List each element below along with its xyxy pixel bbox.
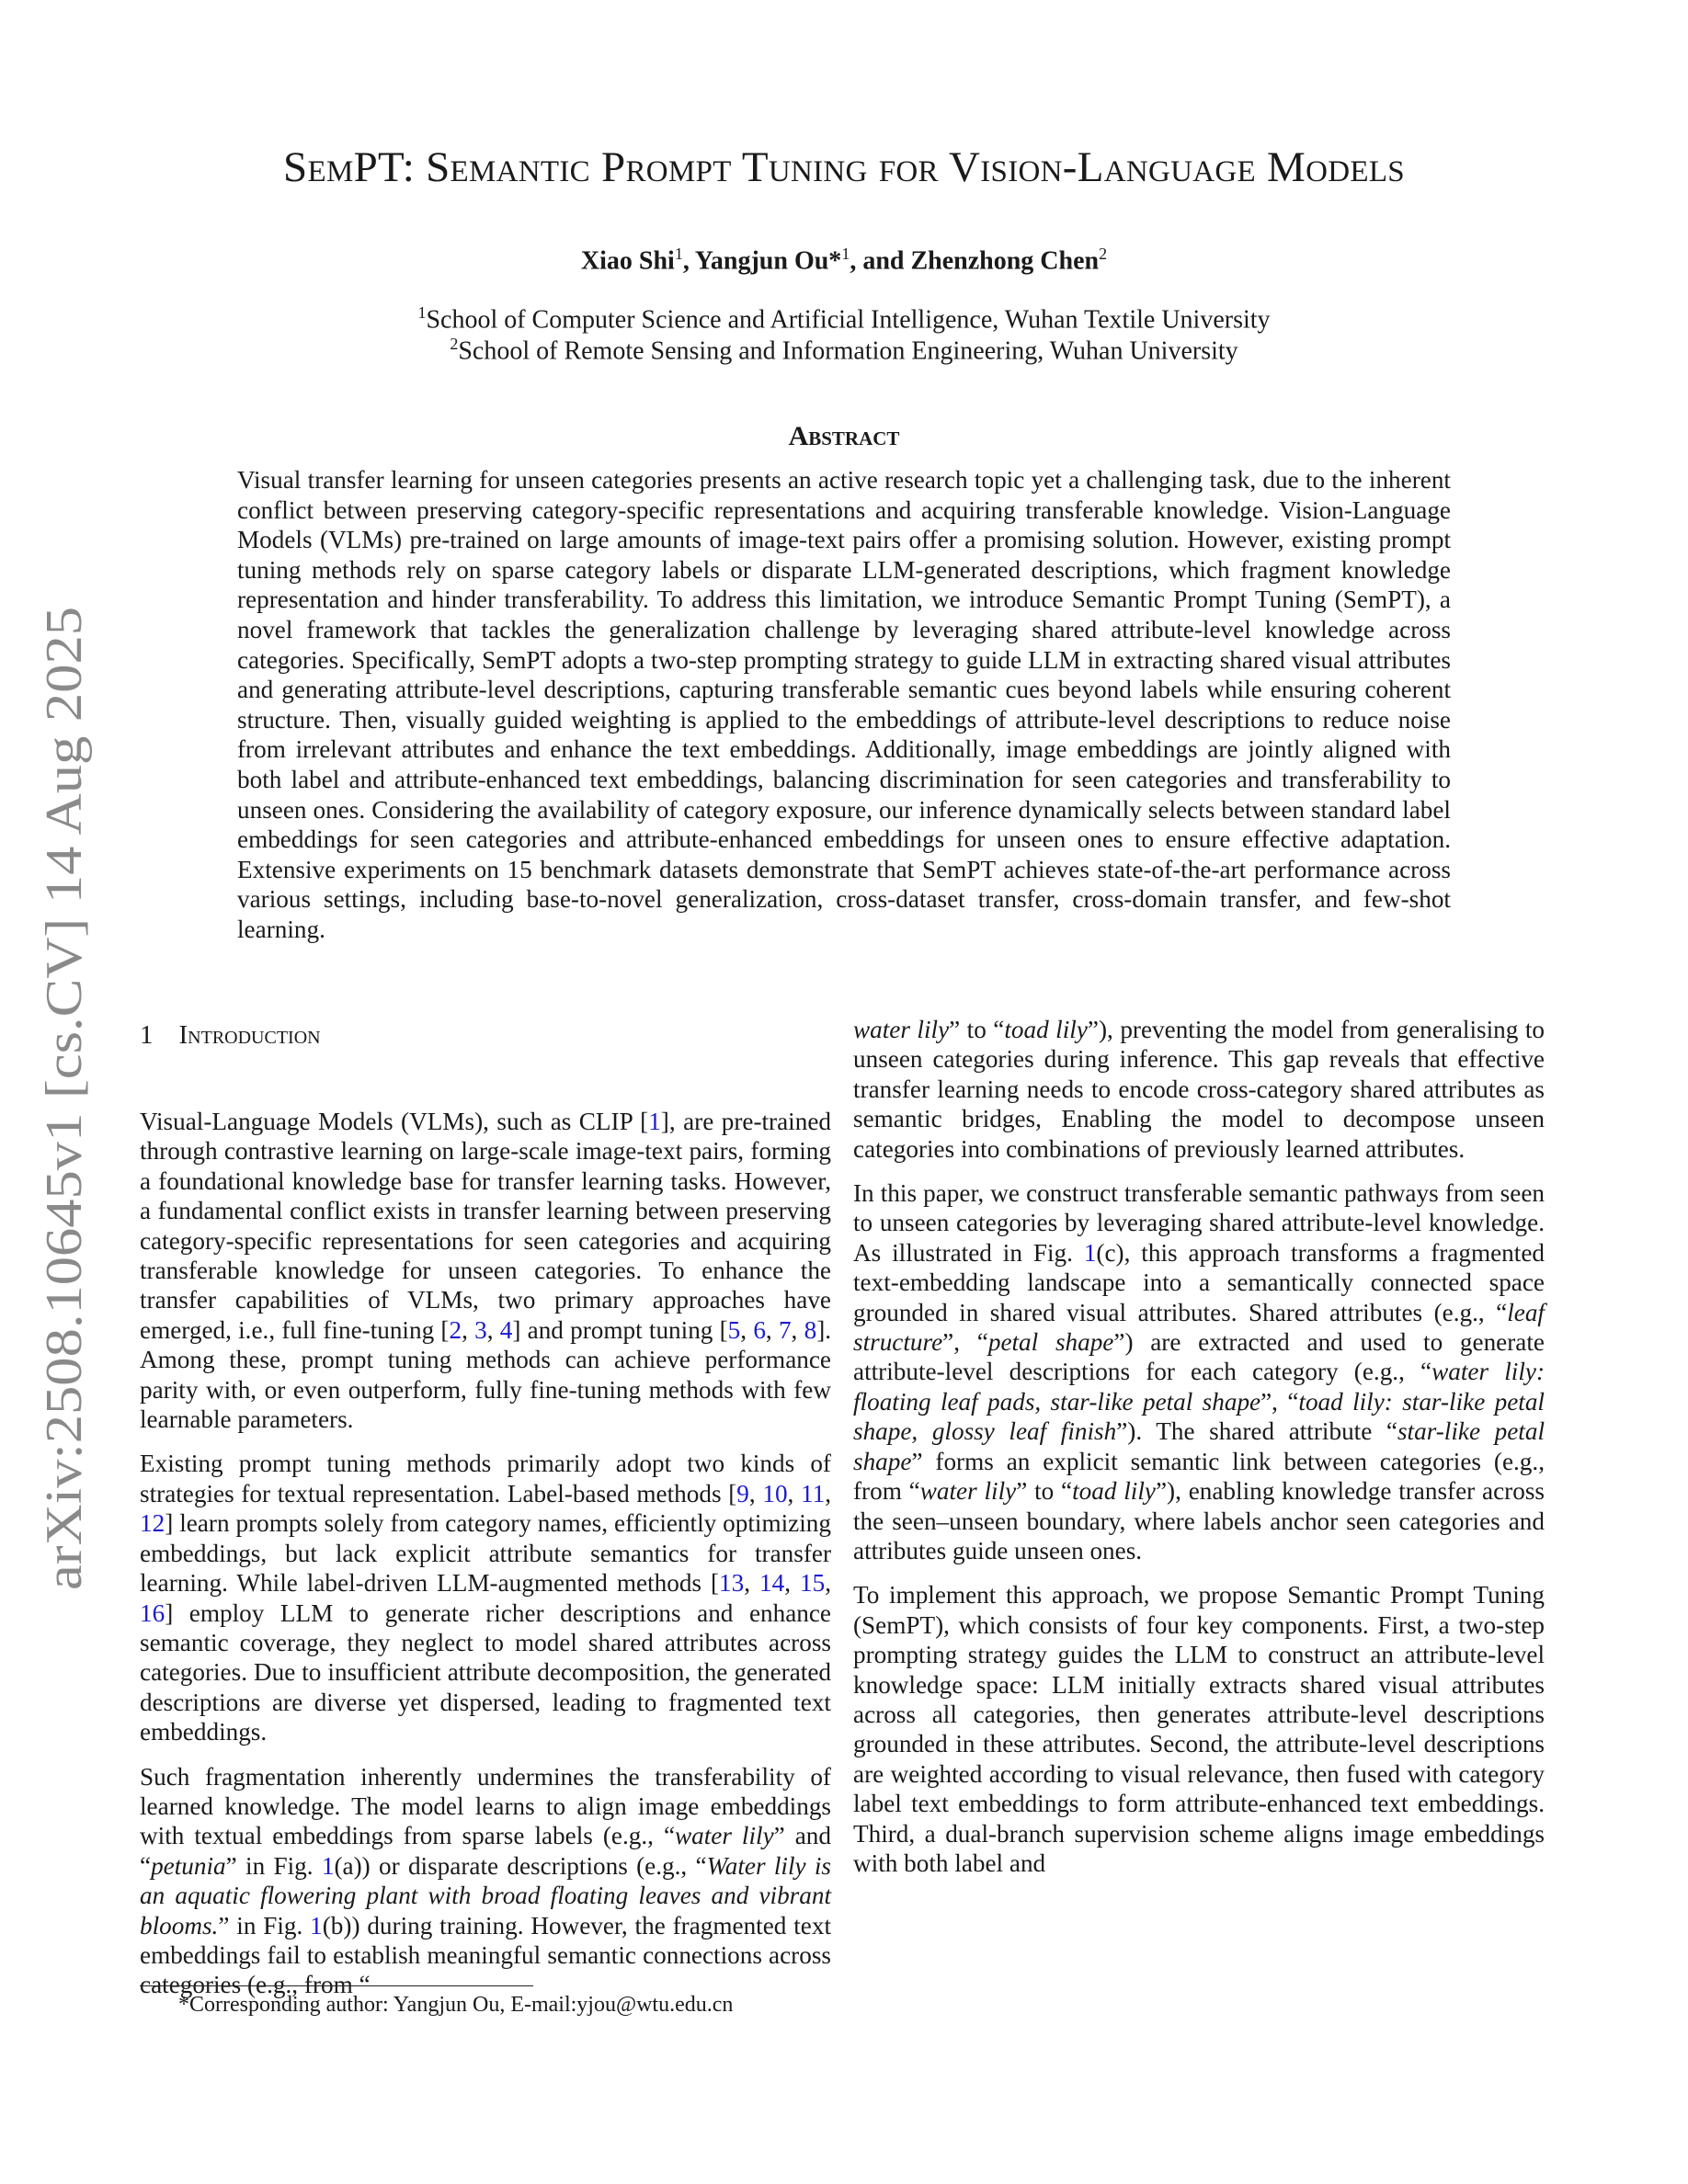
text-run: ], are pre-trained through contrastive learning on large-scale image-text pairs, forming a foundational knowledge base for transfer learning tasks. However, a fundamental conflict exists in transfer learning between preserving category-specific representations for seen categories and acquiring transferable knowledge for unseen categories. To enhance the transfer capabilities of VLMs, two primary approaches have emerged, i.e., full fine-tuning [ (140, 1108, 831, 1344)
text-run: (c), this approach transforms a fragmented text-embedding landscape into a semantically connected space grounded in shared visual attributes. Shared attributes (e.g., “ (853, 1238, 1545, 1326)
text-run: Visual-Language Models (VLMs), such as CLIP [ (140, 1108, 649, 1135)
italic-quote: toad lily: star-like petal shape, glossy leaf finish (853, 1387, 1545, 1446)
italic-term: petunia (151, 1851, 226, 1880)
italic-term: water lily (919, 1477, 1017, 1506)
italic-term: toad lily (1004, 1016, 1088, 1043)
right-column (853, 1015, 1545, 1893)
arxiv-id-text: arXiv:2508.10645v1 [cs.CV] 14 Aug 2025 (36, 709, 92, 1590)
citation-link[interactable]: 11 (801, 1479, 826, 1507)
italic-term: water lily (853, 1016, 950, 1043)
text-run: In this paper, we construct transferable semantic pathways from seen to unseen categories by leveraging shared attribute-level knowledge. As illustrated in Fig. (853, 1179, 1545, 1267)
text-run: ” forms an explicit semantic link between categories (e.g., from “ (853, 1447, 1545, 1506)
affiliation-text: School of Computer Science and Artificial Intelligence, Wuhan Textile University (426, 305, 1271, 335)
text-run: ” to “ (949, 1016, 1005, 1043)
figure-link[interactable]: 1 (321, 1851, 335, 1880)
author-affiliation-mark: 1 (674, 245, 683, 263)
italic-term: leaf structure (853, 1298, 1545, 1357)
author-name: Yangjun Ou* (694, 246, 842, 276)
text-run: ”), enabling knowledge transfer across the seen–unseen boundary, where labels anchor seen categories and attributes guide unseen ones. (853, 1477, 1545, 1564)
italic-quote: Water lily is an aquatic flowering plant with broad floating leaves and vibrant blooms. (140, 1851, 832, 1939)
text-run: ” in Fig. (225, 1851, 322, 1880)
citation-link[interactable]: 16 (140, 1598, 165, 1627)
citation-link[interactable]: 2 (449, 1315, 462, 1344)
text-run: ”, “ (942, 1328, 988, 1357)
citation-link[interactable]: 8 (804, 1315, 817, 1344)
paragraph (853, 1178, 1545, 1565)
arxiv-stamp-svg (9, 588, 92, 1599)
italic-term: star-like petal shape (853, 1417, 1545, 1475)
citation-link[interactable]: 1 (648, 1108, 661, 1135)
citation-link[interactable]: 7 (778, 1315, 792, 1344)
text-run: ” and “ (140, 1822, 831, 1880)
italic-term: toad lily (1072, 1477, 1156, 1506)
paragraph (853, 1015, 1545, 1164)
citation-link[interactable]: 14 (759, 1569, 785, 1598)
text-run: Existing prompt tuning methods primarily adopt two kinds of strategies for textual representation. Label-based methods [ (140, 1450, 831, 1507)
abstract-heading: Abstract (788, 421, 900, 451)
section-title: Introduction (178, 1020, 321, 1050)
citation-link[interactable]: 4 (499, 1315, 513, 1344)
text-run: (b)) during training. However, the fragmented text embeddings fail to establish meaningful semantic connections across categories (e.g., from “ (140, 1911, 831, 1999)
arxiv-identifier-stamp (9, 588, 92, 1599)
author-name: Xiao Shi (580, 246, 675, 276)
text-run: ] learn prompts solely from category names, efficiently optimizing embeddings, but lack explicit attribute semantics for transfer learning. While label-driven LLM-augmented methods [ (140, 1509, 831, 1598)
text-run: ”) are extracted and used to generate attribute-level descriptions for each category (e.g., “ (853, 1328, 1545, 1386)
italic-term: petal shape (987, 1328, 1114, 1357)
citation-link[interactable]: 6 (753, 1315, 766, 1344)
section-heading (140, 1020, 321, 1051)
text-run: ”, “ (1260, 1387, 1299, 1416)
citation-link[interactable]: 3 (474, 1315, 487, 1344)
author-affiliation-mark: 1 (841, 245, 850, 263)
author-name: Zhenzhong Chen (910, 246, 1100, 276)
paragraph: To implement this approach, we propose Semantic Prompt Tuning (SemPT), which consists of four key components. First, a two-step prompting strategy guides the LLM to construct an attribute-level knowledge space: LLM initially extracts shared visual attributes across all categories, then generates attribute-level descriptions grounded in these attributes. Second, the attribute-level descriptions are weighted according to visual relevance, then fused with category label text embeddings to form attribute-enhanced text embeddings. Third, a dual-branch supervision scheme aligns image embeddings with both label and (853, 1581, 1545, 1877)
paragraph (140, 1762, 831, 2000)
footnote: *Corresponding author: Yangjun Ou, E-mail:yjou@wtu.edu.cn (178, 1993, 734, 2017)
text-run: ] employ LLM to generate richer descriptions and enhance semantic coverage, they neglect to model shared attributes across categories. Due to insufficient attribute decomposition, the generated descriptions are diverse yet dispersed, leading to fragmented text embeddings. (140, 1598, 831, 1746)
author-separator: , (682, 246, 695, 276)
figure-link[interactable]: 1 (1083, 1238, 1097, 1267)
paragraph: Existing prompt tuning methods primarily adopt two kinds of strategies for textual representation. Label-based methods [9, 10, 11, 12] learn prompts solely from category names, efficiently optimizing embeddings, but lack explicit attribute semantics for transfer learning. While label-driven LLM-augmented methods [13, 14, 15, 16] employ LLM to generate richer descriptions and enhance semantic coverage, they neglect to model shared attributes across categories. Due to insufficient attribute decomposition, the generated descriptions are diverse yet dispersed, leading to fragmented text embeddings. (140, 1450, 832, 1746)
affiliation-text: School of Remote Sensing and Information Engineering, Wuhan University (458, 336, 1238, 366)
text-run: ”), preventing the model from generalising to unseen categories during inference. This gap reveals that effective transfer learning needs to encode cross-category shared attributes as semantic bridges, Enabling the model to decompose unseen categories into combinations of previously learned attributes. (853, 1016, 1545, 1163)
paragraph: Visual-Language Models (VLMs), such as CLIP [1], are pre-trained through contrastive learning on large-scale image-text pairs, forming a foundational knowledge base for transfer learning tasks. However, a fundamental conflict exists in transfer learning between preserving category-specific representations for seen categories and acquiring transferable knowledge for unseen categories. To enhance the transfer capabilities of VLMs, two primary approaches have emerged, i.e., full fine-tuning [2, 3, 4] and prompt tuning [5, 6, 7, 8]. Among these, prompt tuning methods can achieve performance parity with, or even outperform, fully fine-tuning methods with few learnable parameters. (140, 1108, 832, 1434)
text-run: ]. Among these, prompt tuning methods can achieve performance parity with, or even outperform, fully fine-tuning methods with few learnable parameters. (140, 1315, 832, 1434)
citation-link[interactable]: 9 (736, 1479, 749, 1507)
citation-link[interactable]: 5 (727, 1315, 741, 1344)
text-run: Such fragmentation inherently undermines the transferability of learned knowledge. The model learns to align image embeddings with textual embeddings from sparse labels (e.g., “ (140, 1762, 831, 1850)
citation-link[interactable]: 13 (719, 1569, 745, 1598)
footnote-divider (140, 1985, 533, 1986)
left-column (140, 1107, 831, 2015)
italic-quote: water lily: floating leaf pads, star-like petal shape (853, 1358, 1545, 1416)
citation-link[interactable]: 15 (800, 1569, 826, 1598)
abstract-text: Visual transfer learning for unseen categories presents an active research topic yet a challenging task, due to the inherent conflict between preserving category-specific representations and acquiring transferable knowledge. Vision-Language Models (VLMs) pre-trained on large amounts of image-text pairs offer a promising solution. However, existing prompt tuning methods rely on sparse category labels or disparate LLM-generated descriptions, which fragment knowledge representation and hinder transferability. To address this limitation, we introduce Semantic Prompt Tuning (SemPT), a novel framework that tackles the generalization challenge by leveraging shared attribute-level knowledge across categories. Specifically, SemPT adopts a two-step prompting strategy to guide LLM in extracting shared visual attributes and generating attribute-level descriptions, capturing transferable semantic cues beyond labels while ensuring coherent structure. Then, visually guided weighting is applied to the embeddings of attribute-level descriptions to reduce noise from irrelevant attributes and enhance the text embeddings. Additionally, image embeddings are jointly aligned with both label and attribute-enhanced text embeddings, balancing discrimination for seen categories and transferability to unseen ones. Considering the availability of category exposure, our inference dynamically selects between standard label embeddings for seen categories and attribute-enhanced embeddings for unseen ones to ensure effective adaptation. Extensive experiments on 15 benchmark datasets demonstrate that SemPT achieves state-of-the-art performance across various settings, including base-to-novel generalization, cross-dataset transfer, cross-domain transfer, and few-shot learning. (237, 466, 1451, 943)
affiliation-mark: 2 (450, 335, 459, 353)
text-run: (a)) or disparate descriptions (e.g., “ (334, 1851, 707, 1880)
affiliation (0, 303, 1688, 335)
author-list (0, 245, 1688, 276)
affiliation (0, 335, 1688, 366)
citation-link[interactable]: 12 (140, 1509, 165, 1538)
citation-link[interactable]: 10 (762, 1479, 788, 1507)
paper-title: SemPT: Semantic Prompt Tuning for Vision-Language Models (283, 143, 1405, 191)
author-separator: , and (850, 246, 911, 276)
text-run: ” to “ (1016, 1477, 1073, 1506)
author-affiliation-mark: 2 (1099, 245, 1108, 263)
italic-term: water lily (675, 1822, 774, 1850)
figure-link[interactable]: 1 (310, 1911, 323, 1939)
text-run: ”). The shared attribute “ (1116, 1417, 1397, 1446)
text-run: ” in Fig. (218, 1911, 311, 1939)
section-number: 1 (140, 1020, 154, 1050)
affiliation-mark: 1 (417, 303, 427, 322)
text-run: ] and prompt tuning [ (512, 1315, 728, 1344)
